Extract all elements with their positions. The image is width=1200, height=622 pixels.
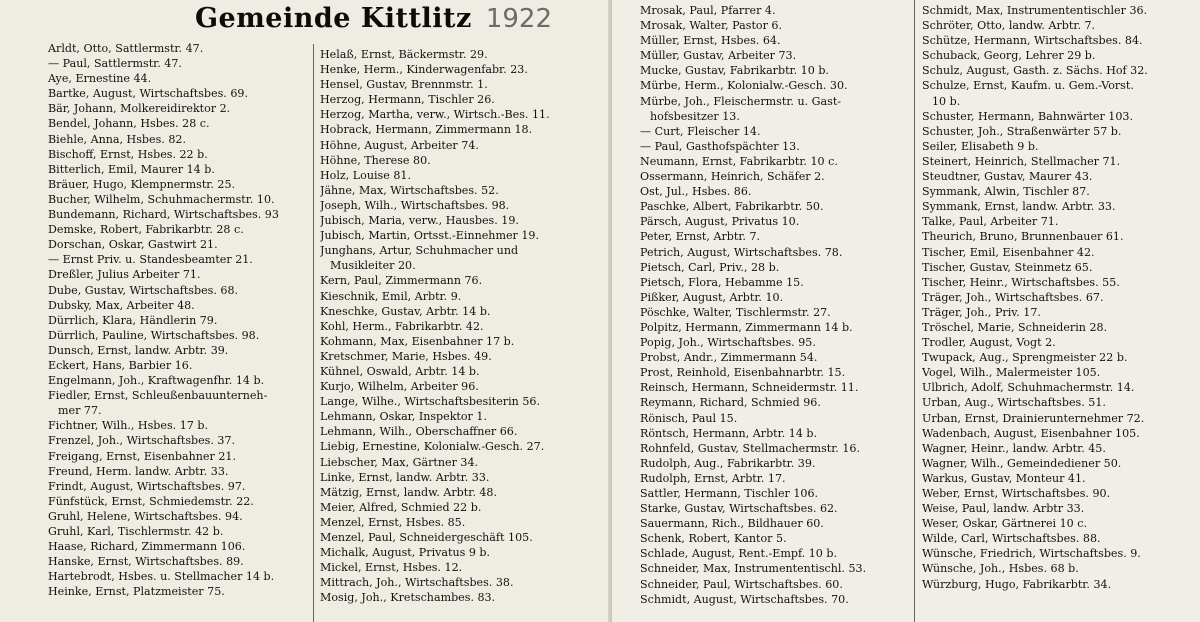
directory-entry: Hensel, Gustav, Brennmstr. 1.: [320, 78, 488, 92]
directory-entry: Lange, Wilhe., Wirtschaftsbesiterin 56.: [320, 395, 540, 409]
directory-entry: Eckert, Hans, Barbier 16.: [48, 358, 193, 372]
directory-entry: Fünfstück, Ernst, Schmiedemstr. 22.: [48, 494, 254, 508]
entry-continuation: Musikleiter 20.: [330, 259, 416, 273]
directory-entry: Schuback, Georg, Lehrer 29 b.: [922, 49, 1096, 63]
directory-entry: Lehmann, Oskar, Inspektor 1.: [320, 410, 487, 424]
directory-entry: Schenk, Robert, Kantor 5.: [640, 532, 787, 546]
directory-entry: Arldt, Otto, Sattlermstr. 47.: [48, 42, 204, 55]
directory-entry: Mrosak, Paul, Pfarrer 4.: [640, 4, 776, 17]
directory-entry: Schröter, Otto, landw. Arbtr. 7.: [922, 19, 1096, 33]
directory-entry: Helaß, Ernst, Bäckermstr. 29.: [320, 48, 488, 61]
directory-entry: [640, 94, 908, 124]
directory-entry: Hobrack, Hermann, Zimmermann 18.: [320, 123, 533, 137]
entry-line: Fiedler, Ernst, Schleußenbauunterneh-: [48, 389, 268, 403]
directory-entry: Starke, Gustav, Wirtschaftsbes. 62.: [640, 502, 838, 516]
directory-entry: Talke, Paul, Arbeiter 71.: [922, 215, 1059, 229]
directory-entry: Bartke, August, Wirtschaftsbes. 69.: [48, 87, 248, 101]
directory-entry: Seiler, Elisabeth 9 b.: [922, 139, 1039, 153]
directory-entry: Steudtner, Gustav, Maurer 43.: [922, 170, 1093, 184]
directory-entry: Paschke, Albert, Fabrikarbtr. 50.: [640, 200, 824, 214]
directory-entry: Tischer, Gustav, Steinmetz 65.: [922, 260, 1093, 274]
directory-entry: — Paul, Sattlermstr. 47.: [48, 57, 182, 71]
directory-entry: Menzel, Paul, Schneidergeschäft 105.: [320, 531, 533, 544]
directory-entry: Ost, Jul., Hsbes. 86.: [640, 185, 752, 199]
directory-entry: Aye, Ernestine 44.: [48, 72, 152, 86]
directory-entry: Bucher, Wilhelm, Schuhmachermstr. 10.: [48, 192, 275, 206]
directory-entry: Rönisch, Paul 15.: [640, 411, 738, 425]
directory-entry: Müller, Ernst, Hsbes. 64.: [640, 34, 781, 48]
directory-entry: Bär, Johann, Molkereidirektor 2.: [48, 102, 231, 116]
directory-entry: Sauermann, Rich., Bildhauer 60.: [640, 517, 824, 531]
directory-entry: Linke, Ernst, landw. Arbtr. 33.: [320, 470, 490, 484]
directory-entry: Pietsch, Carl, Priv., 28 b.: [640, 260, 780, 274]
directory-entry: Reinsch, Hermann, Schneidermstr. 11.: [640, 381, 859, 395]
directory-entry: Ossermann, Heinrich, Schäfer 2.: [640, 170, 825, 184]
directory-entry: Dürrlich, Klara, Händlerin 79.: [48, 313, 218, 327]
directory-entry: Schuster, Joh., Straßenwärter 57 b.: [922, 124, 1122, 138]
directory-entry: Freigang, Ernst, Eisenbahner 21.: [48, 449, 236, 463]
directory-entry: Pißker, August, Arbtr. 10.: [640, 290, 784, 304]
directory-entry: Polpitz, Hermann, Zimmermann 14 b.: [640, 320, 853, 334]
directory-entry: Twupack, Aug., Sprengmeister 22 b.: [922, 351, 1128, 365]
column-divider: [914, 0, 915, 622]
directory-column-4: [922, 3, 1194, 592]
directory-entry: — Ernst Priv. u. Standesbeamter 21.: [48, 253, 253, 267]
directory-entry: Menzel, Ernst, Hsbes. 85.: [320, 515, 466, 529]
directory-entry: Herzog, Hermann, Tischler 26.: [320, 93, 495, 107]
directory-entry: Peter, Ernst, Arbtr. 7.: [640, 230, 761, 244]
column-divider: [313, 44, 314, 622]
entry-line: Schulze, Ernst, Kaufm. u. Gem.-Vorst.: [922, 79, 1134, 93]
directory-entry: Wadenbach, August, Eisenbahner 105.: [922, 426, 1140, 440]
directory-entry: Symmank, Alwin, Tischler 87.: [922, 185, 1090, 199]
directory-entry: Wagner, Heinr., landw. Arbtr. 45.: [922, 441, 1106, 455]
directory-entry: Wünsche, Friedrich, Wirtschaftsbes. 9.: [922, 547, 1141, 561]
directory-entry: Mosig, Joh., Kretschambes. 83.: [320, 591, 496, 605]
directory-entry: Kohmann, Max, Eisenbahner 17 b.: [320, 334, 515, 348]
directory-entry: Bitterlich, Emil, Maurer 14 b.: [48, 162, 215, 176]
directory-entry: Tischer, Heinr., Wirtschaftsbes. 55.: [922, 275, 1120, 289]
directory-entry: Petrich, August, Wirtschaftsbes. 78.: [640, 245, 843, 259]
directory-entry: Probst, Andr., Zimmermann 54.: [640, 351, 818, 365]
directory-entry: Dorschan, Oskar, Gastwirt 21.: [48, 238, 218, 252]
entry-line: Junghans, Artur, Schuhmacher und: [320, 244, 519, 258]
directory-entry: Bundemann, Richard, Wirtschaftsbes. 93: [48, 208, 279, 222]
directory-entry: Pietsch, Flora, Hebamme 15.: [640, 275, 804, 289]
directory-entry: Tischer, Emil, Eisenbahner 42.: [922, 245, 1095, 259]
directory-entry: Ulbrich, Adolf, Schuhmachermstr. 14.: [922, 381, 1135, 395]
directory-entry: Hartebrodt, Hsbes. u. Stellmacher 14 b.: [48, 570, 275, 584]
directory-entry: Warkus, Gustav, Monteur 41.: [922, 471, 1086, 485]
directory-entry: Mittrach, Joh., Wirtschaftsbes. 38.: [320, 576, 514, 590]
directory-entry: [320, 243, 610, 273]
directory-entry: Jubisch, Maria, verw., Hausbes. 19.: [320, 214, 519, 228]
directory-entry: Neumann, Ernst, Fabrikarbtr. 10 c.: [640, 154, 838, 168]
directory-entry: Jähne, Max, Wirtschaftsbes. 52.: [320, 183, 499, 197]
directory-entry: Symmank, Ernst, landw. Arbtr. 33.: [922, 200, 1116, 214]
directory-entry: Frenzel, Joh., Wirtschaftsbes. 37.: [48, 434, 236, 448]
directory-column-3: [640, 3, 908, 607]
directory-entry: Jubisch, Martin, Ortsst.-Einnehmer 19.: [320, 229, 540, 243]
directory-entry: Bendel, Johann, Hsbes. 28 c.: [48, 117, 210, 131]
directory-entry: Trodler, August, Vogt 2.: [922, 336, 1056, 350]
directory-entry: Dube, Gustav, Wirtschaftsbes. 68.: [48, 283, 239, 297]
directory-entry: Bräuer, Hugo, Klempnermstr. 25.: [48, 177, 236, 191]
directory-entry: Lehmann, Wilh., Oberschaffner 66.: [320, 425, 518, 439]
directory-entry: Liebig, Ernestine, Kolonialw.-Gesch. 27.: [320, 440, 545, 454]
directory-entry: Müller, Gustav, Arbeiter 73.: [640, 49, 797, 63]
directory-entry: Rudolph, Aug., Fabrikarbtr. 39.: [640, 456, 816, 470]
directory-entry: Wagner, Wilh., Gemeindediener 50.: [922, 456, 1122, 470]
directory-entry: Michalk, August, Privatus 9 b.: [320, 546, 491, 560]
directory-entry: Sattler, Hermann, Tischler 106.: [640, 487, 819, 500]
directory-entry: Dubsky, Max, Arbeiter 48.: [48, 298, 195, 312]
directory-entry: Höhne, Therese 80.: [320, 153, 431, 167]
directory-entry: Gruhl, Helene, Wirtschaftsbes. 94.: [48, 509, 243, 523]
directory-entry: [48, 388, 310, 418]
directory-entry: Schneider, Max, Instrumententischl. 53.: [640, 562, 867, 576]
directory-entry: Popig, Joh., Wirtschaftsbes. 95.: [640, 336, 816, 350]
page-title: [195, 3, 552, 37]
directory-entry: Schneider, Paul, Wirtschaftsbes. 60.: [640, 577, 843, 591]
directory-entry: Mickel, Ernst, Hsbes. 12.: [320, 561, 463, 575]
directory-entry: Haase, Richard, Zimmermann 106.: [48, 540, 246, 554]
directory-entry: Theurich, Bruno, Brunnenbauer 61.: [922, 230, 1124, 244]
directory-entry: Mürbe, Herm., Kolonialw.-Gesch. 30.: [640, 79, 848, 93]
directory-entry: Heinke, Ernst, Platzmeister 75.: [48, 585, 225, 599]
directory-entry: Hanske, Ernst, Wirtschaftsbes. 89.: [48, 555, 244, 569]
directory-entry: Bischoff, Ernst, Hsbes. 22 b.: [48, 147, 208, 161]
page-right: [612, 0, 1200, 622]
directory-entry: Urban, Aug., Wirtschaftsbes. 51.: [922, 396, 1106, 410]
directory-entry: Schulz, August, Gasth. z. Sächs. Hof 32.: [922, 64, 1148, 78]
directory-entry: Pärsch, August, Privatus 10.: [640, 215, 800, 229]
directory-entry: Urban, Ernst, Drainierunternehmer 72.: [922, 411, 1145, 425]
directory-entry: Mätzig, Ernst, landw. Arbtr. 48.: [320, 485, 498, 499]
directory-entry: Wünsche, Joh., Hsbes. 68 b.: [922, 562, 1079, 576]
directory-entry: Gruhl, Karl, Tischlermstr. 42 b.: [48, 525, 224, 538]
directory-entry: Weser, Oskar, Gärtnerei 10 c.: [922, 517, 1087, 531]
directory-entry: Röntsch, Hermann, Arbtr. 14 b.: [640, 426, 818, 440]
directory-entry: — Curt, Fleischer 14.: [640, 124, 761, 138]
directory-entry: Träger, Joh., Priv. 17.: [922, 305, 1041, 319]
directory-entry: Frindt, August, Wirtschaftsbes. 97.: [48, 479, 246, 493]
directory-entry: Rudolph, Ernst, Arbtr. 17.: [640, 471, 786, 485]
directory-entry: Pöschke, Walter, Tischlermstr. 27.: [640, 305, 831, 319]
directory-entry: Schütze, Hermann, Wirtschaftsbes. 84.: [922, 34, 1143, 48]
directory-entry: Schmidt, Max, Instrumententischler 36.: [922, 4, 1148, 17]
title-year: 1922: [485, 4, 552, 34]
directory-entry: Schuster, Hermann, Bahnwärter 103.: [922, 109, 1133, 123]
directory-entry: — Paul, Gasthofspächter 13.: [640, 139, 800, 153]
directory-entry: Kühnel, Oswald, Arbtr. 14 b.: [320, 364, 480, 378]
directory-entry: Joseph, Wilh., Wirtschaftsbes. 98.: [320, 198, 510, 212]
directory-entry: Dreßler, Julius Arbeiter 71.: [48, 268, 201, 282]
directory-entry: Höhne, August, Arbeiter 74.: [320, 138, 479, 152]
directory-entry: Träger, Joh., Wirtschaftsbes. 67.: [922, 290, 1104, 304]
directory-entry: Kretschmer, Marie, Hsbes. 49.: [320, 349, 492, 363]
directory-entry: Prost, Reinhold, Eisenbahnarbtr. 15.: [640, 366, 846, 380]
directory-entry: Kern, Paul, Zimmermann 76.: [320, 274, 483, 288]
directory-entry: Fichtner, Wilh., Hsbes. 17 b.: [48, 419, 208, 433]
title-name: Gemeinde Kittlitz: [195, 3, 472, 34]
directory-entry: Herzog, Martha, verw., Wirtsch.-Bes. 11.: [320, 108, 550, 122]
directory-entry: Schlade, August, Rent.-Empf. 10 b.: [640, 547, 837, 561]
directory-entry: Weise, Paul, landw. Arbtr 33.: [922, 502, 1085, 516]
directory-entry: Engelmann, Joh., Kraftwagenfhr. 14 b.: [48, 374, 265, 388]
directory-entry: Kneschke, Gustav, Arbtr. 14 b.: [320, 304, 491, 318]
directory-entry: Dunsch, Ernst, landw. Arbtr. 39.: [48, 343, 229, 357]
directory-entry: Kohl, Herm., Fabrikarbtr. 42.: [320, 319, 484, 333]
directory-entry: Liebscher, Max, Gärtner 34.: [320, 455, 479, 469]
directory-entry: Würzburg, Hugo, Fabrikarbtr. 34.: [922, 577, 1112, 591]
directory-entry: Demske, Robert, Fabrikarbtr. 28 c.: [48, 223, 244, 237]
directory-entry: Wilde, Carl, Wirtschaftsbes. 88.: [922, 532, 1101, 546]
directory-column-1: [48, 41, 310, 599]
directory-entry: Meier, Alfred, Schmied 22 b.: [320, 500, 482, 514]
entry-continuation: hofsbesitzer 13.: [650, 109, 740, 123]
directory-entry: Tröschel, Marie, Schneiderin 28.: [922, 320, 1108, 334]
directory-entry: Steinert, Heinrich, Stellmacher 71.: [922, 154, 1121, 168]
directory-entry: Schmidt, August, Wirtschaftsbes. 70.: [640, 592, 849, 606]
directory-entry: Dürrlich, Pauline, Wirtschaftsbes. 98.: [48, 328, 260, 342]
directory-entry: Kieschnik, Emil, Arbtr. 9.: [320, 289, 462, 303]
directory-column-2: [320, 47, 610, 605]
directory-entry: Reymann, Richard, Schmied 96.: [640, 396, 821, 410]
directory-entry: Biehle, Anna, Hsbes. 82.: [48, 132, 186, 146]
directory-entry: Freund, Herm. landw. Arbtr. 33.: [48, 464, 229, 478]
directory-entry: Mucke, Gustav, Fabrikarbtr. 10 b.: [640, 64, 829, 78]
directory-entry: Rohnfeld, Gustav, Stellmachermstr. 16.: [640, 441, 860, 455]
directory-entry: Kurjo, Wilhelm, Arbeiter 96.: [320, 380, 479, 394]
directory-entry: Vogel, Wilh., Malermeister 105.: [922, 366, 1101, 380]
entry-continuation: 10 b.: [932, 94, 961, 108]
directory-entry: Henke, Herm., Kinderwagenfabr. 23.: [320, 63, 528, 77]
directory-entry: Holz, Louise 81.: [320, 168, 411, 182]
directory-entry: Mrosak, Walter, Pastor 6.: [640, 19, 783, 33]
entry-line: Mürbe, Joh., Fleischermstr. u. Gast-: [640, 94, 842, 108]
entry-continuation: mer 77.: [58, 404, 102, 418]
directory-entry: [922, 78, 1194, 108]
directory-entry: Weber, Ernst, Wirtschaftsbes. 90.: [922, 487, 1111, 500]
